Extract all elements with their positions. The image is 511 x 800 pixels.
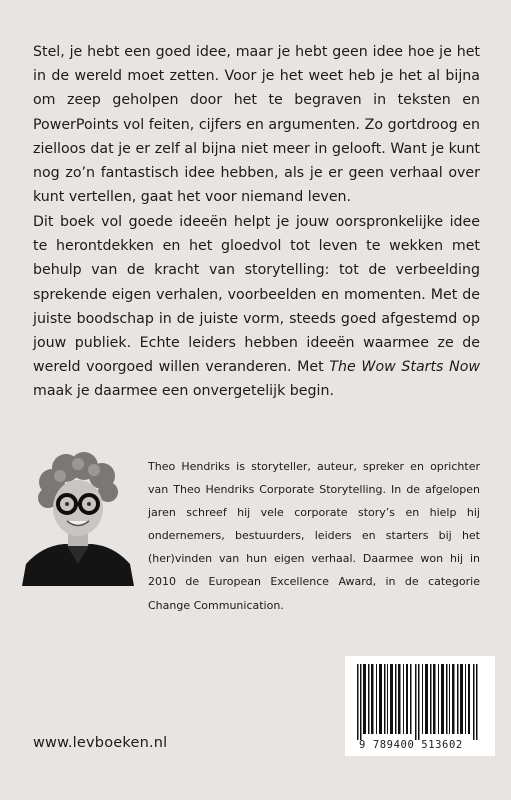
book-title: The Wow Starts Now	[329, 359, 480, 376]
blurb-paragraph-2-end: maak je daarmee een onvergetelijk begin.	[33, 383, 334, 400]
blurb-paragraph-1: Stel, je hebt een goed idee, maar je hebt geen idee hoe je het in de wereld moet zetten. Voor je het weet heb je het al bijna om zeep geholpen door het te begraven in teksten en PowerPoints vol feiten, cijfers en argumenten. Zo gortdroog en zielloos dat je er zelf al bijna niet meer in gelooft. Want je kunt nog zo’n fantastisch idee hebben, als je er geen verhaal over kunt vertellen, gaat het voor niemand leven.	[33, 44, 480, 206]
author-photo	[22, 446, 134, 586]
blurb-paragraph-2	[33, 210, 480, 404]
isbn-barcode	[345, 656, 495, 756]
publisher-website: www.levboeken.nl	[33, 735, 168, 751]
isbn-number: 9 789400 513602	[359, 739, 463, 751]
blurb-paragraph-2-text: Dit boek vol goede ideeën helpt je jouw oorspronkelijke idee te herontdekken en het gloedvol tot leven te wekken met behulp van de kracht van storytelling: tot de verbeelding sprekende eigen verhalen, voorbeelden en momenten. Met de juiste boodschap in de juiste vorm, steeds goed afgestemd op jouw publiek. Echte leiders hebben ideeën waarmee ze de wereld voorgoed willen veranderen. Met	[33, 214, 480, 376]
barcode-bars-icon	[355, 664, 485, 740]
author-bio: Theo Hendriks is storyteller, auteur, spreker en oprichter van Theo Hendriks Corporate Storytelling. In de afgelopen jaren schreef hij vele corporate story’s en hielp hij ondernemers, bestuurders, leiders en starters bij het (her)vinden van hun eigen verhaal. Daarmee won hij in 2010 de European Excellence Award, in de categorie Change Communication.	[148, 460, 480, 612]
